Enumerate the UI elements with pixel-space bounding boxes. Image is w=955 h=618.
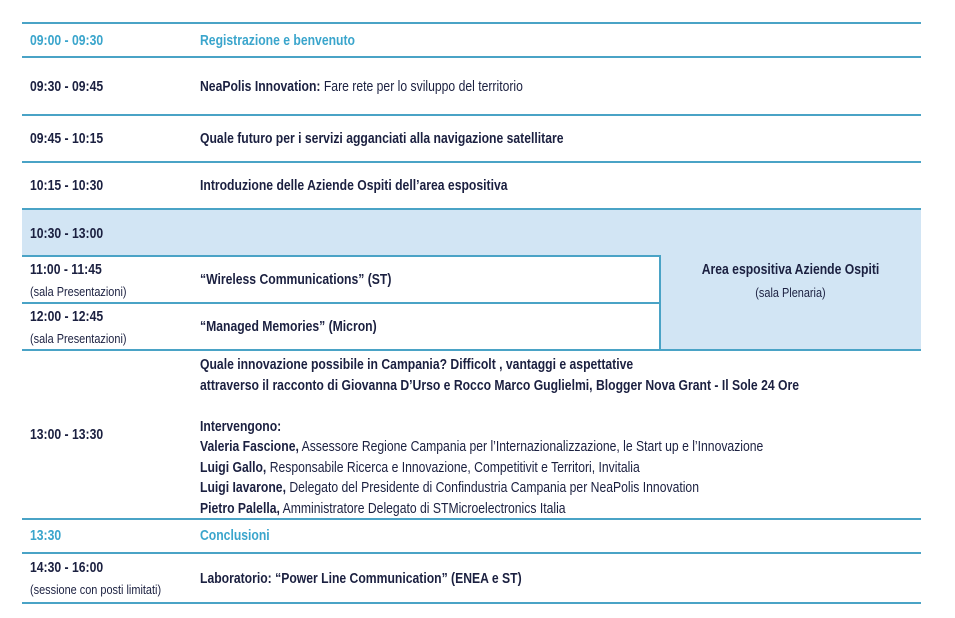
row-title: Quale futuro per i servizi agganciati alla navigazione satellitare xyxy=(200,131,564,147)
speaker-name: Luigi Gallo, xyxy=(200,459,267,476)
row-time: 12:00 - 12:45 xyxy=(30,309,104,325)
row-title: Laboratorio: “Power Line Communication” (ENEA e ST) xyxy=(200,571,522,587)
row-time: 09:00 - 09:30 xyxy=(30,33,104,49)
row-time: 10:30 - 13:00 xyxy=(30,226,104,242)
divider xyxy=(22,349,921,351)
speaker xyxy=(200,478,799,499)
row-time: 13:00 - 13:30 xyxy=(30,427,104,443)
divider xyxy=(22,56,921,58)
title-line: Quale innovazione possibile in Campania? Difficolt , vantaggi e aspettative xyxy=(200,357,634,373)
row-time: 10:15 - 10:30 xyxy=(30,178,104,194)
speaker-name: Luigi Iavarone, xyxy=(200,480,286,496)
divider xyxy=(22,255,661,257)
row-location: (sala Presentazioni) xyxy=(30,284,127,299)
divider xyxy=(22,552,921,554)
speaker xyxy=(200,499,799,520)
title-rest: Fare rete per lo sviluppo del territorio xyxy=(320,79,523,95)
speaker-role: Assessore Regione Campania per l’Internazionalizzazione, le Start up e l’Innovazione xyxy=(298,439,764,455)
row-title xyxy=(200,79,523,95)
speakers-heading: Intervengono: xyxy=(200,418,282,435)
speaker xyxy=(200,458,799,479)
speaker-role: Amministratore Delegato di STMicroelectronics Italia xyxy=(279,500,566,517)
title-line: attraverso il racconto di Giovanna D’Urso e Rocco Marco Guglielmi, Blogger Nova Grant - Il Sole 24 Ore xyxy=(200,377,800,394)
divider xyxy=(22,161,921,163)
expo-title: Area espositiva Aziende Ospiti xyxy=(701,262,880,278)
divider xyxy=(659,255,661,350)
row-title: Conclusioni xyxy=(200,528,270,544)
row-time: 09:30 - 09:45 xyxy=(30,79,104,95)
row-title-block xyxy=(200,355,799,519)
speaker-role: Responsabile Ricerca e Innovazione, Competitivit e Territori, Invitalia xyxy=(266,459,640,476)
speaker-name: Valeria Fascione, xyxy=(200,439,299,455)
divider xyxy=(22,302,661,304)
row-time: 13:30 xyxy=(30,528,62,544)
row-title: “Managed Memories” (Micron) xyxy=(200,319,377,335)
row-time: 14:30 - 16:00 xyxy=(30,560,104,576)
speaker xyxy=(200,437,799,458)
divider xyxy=(22,208,921,210)
row-title: Registrazione e benvenuto xyxy=(200,33,355,49)
row-time: 09:45 - 10:15 xyxy=(30,131,104,147)
row-time: 11:00 - 11:45 xyxy=(30,262,102,278)
divider xyxy=(22,114,921,116)
highlight-row-bg xyxy=(22,210,921,257)
title-bold: NeaPolis Innovation: xyxy=(200,79,321,95)
divider xyxy=(22,602,921,604)
row-note: (sessione con posti limitati) xyxy=(30,582,162,597)
speaker-name: Pietro Palella, xyxy=(200,500,280,517)
divider xyxy=(22,22,921,24)
row-title: Introduzione delle Aziende Ospiti dell’area espositiva xyxy=(200,178,508,194)
speaker-role: Delegato del Presidente di Confindustria Campania per NeaPolis Innovation xyxy=(285,480,699,496)
row-title: “Wireless Communications” (ST) xyxy=(200,272,392,288)
row-location: (sala Presentazioni) xyxy=(30,331,127,346)
expo-location: (sala Plenaria) xyxy=(755,285,826,300)
